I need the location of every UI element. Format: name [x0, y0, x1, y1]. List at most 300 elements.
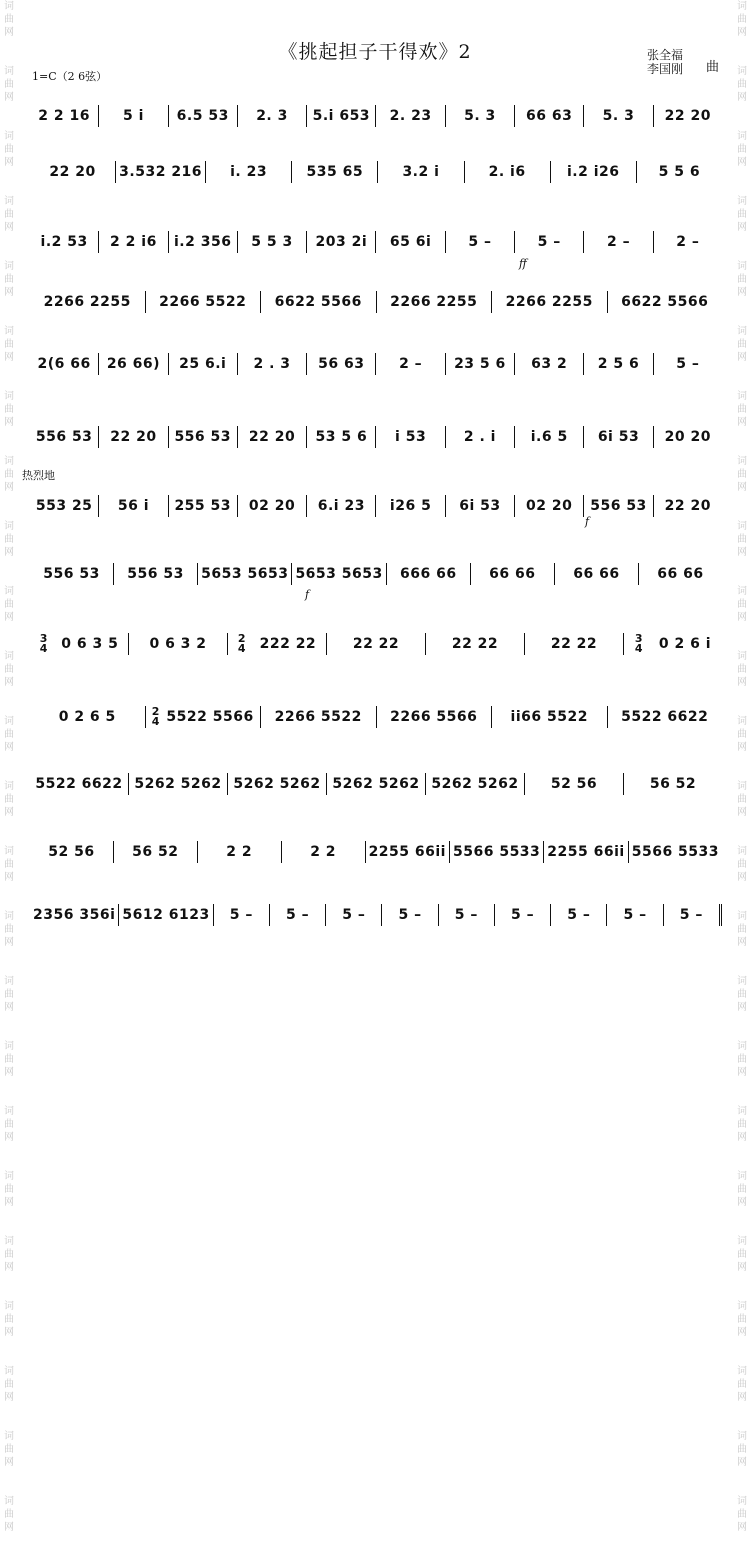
watermark-char: 曲	[4, 79, 14, 90]
watermark-char: 网	[4, 612, 14, 623]
watermark-gap	[2, 884, 16, 910]
measure: 63 2	[515, 353, 584, 375]
measure: 66 66	[657, 566, 704, 582]
articulation-row	[30, 616, 722, 628]
watermark-char: 词	[4, 911, 14, 922]
watermark-char: 曲	[737, 534, 747, 545]
measure: 0 2 6 5	[30, 706, 146, 728]
watermark-gap	[2, 234, 16, 260]
watermark-gap	[735, 364, 749, 390]
composer-2: 李国刚	[647, 62, 684, 76]
watermark-char: 曲	[4, 859, 14, 870]
watermark-char: 曲	[737, 1054, 747, 1065]
watermark-char: 词	[4, 391, 14, 402]
watermark-char: 网	[4, 937, 14, 948]
watermark-char: 网	[737, 1392, 747, 1403]
measure: 6.i 23	[307, 495, 376, 517]
watermark-char: 曲	[737, 664, 747, 675]
watermark-char: 网	[737, 157, 747, 168]
measure: 5 –	[214, 904, 270, 926]
measure: 556 53	[169, 426, 238, 448]
watermark-char: 曲	[4, 729, 14, 740]
watermark-char: 曲	[737, 339, 747, 350]
watermark-char: 网	[4, 352, 14, 363]
measure: 5566 5533	[450, 841, 544, 863]
watermark-char: 词	[737, 1106, 747, 1117]
articulation-row	[30, 887, 722, 899]
articulation-row	[30, 88, 722, 100]
score-line	[30, 772, 722, 796]
measure: 5 5 6	[658, 164, 701, 180]
measure: 2 . 3	[238, 353, 307, 375]
watermark-char: 曲	[4, 924, 14, 935]
measure: 556 53	[30, 426, 99, 448]
measure: 6i 53	[584, 426, 653, 448]
measure: 2 2 16	[30, 105, 99, 127]
watermark-char: 词	[737, 1431, 747, 1442]
measure: 56 52	[649, 776, 697, 792]
measure: 5566 5533	[631, 844, 720, 860]
watermark-char: 网	[737, 1132, 747, 1143]
measure: 5522 6622	[30, 773, 129, 795]
time-signature: 2 4	[151, 705, 160, 728]
watermark-char: 曲	[737, 729, 747, 740]
watermark-char: 词	[737, 391, 747, 402]
measure: i.2 356	[169, 231, 238, 253]
measure: i 53	[376, 426, 445, 448]
measure: 2 2	[282, 841, 366, 863]
watermark-char: 词	[4, 781, 14, 792]
watermark-char: 网	[737, 742, 747, 753]
watermark-char: 网	[737, 1327, 747, 1338]
watermark-char: 曲	[737, 14, 747, 25]
measure: 2 –	[676, 234, 700, 250]
measure: 2 –	[376, 353, 445, 375]
watermark-char: 网	[737, 547, 747, 558]
watermark-gap	[2, 949, 16, 975]
watermark-char: 词	[737, 326, 747, 337]
measure: 3.2 i	[378, 161, 464, 183]
watermark-char: 曲	[737, 144, 747, 155]
watermark-char: 曲	[737, 859, 747, 870]
measure: 23 5 6	[446, 353, 515, 375]
watermark-char: 曲	[4, 404, 14, 415]
watermark-char: 网	[4, 482, 14, 493]
watermark-char: 曲	[4, 1184, 14, 1195]
watermark-gap	[735, 624, 749, 650]
watermark-gap	[2, 1469, 16, 1495]
watermark-char: 曲	[737, 794, 747, 805]
watermark-char: 词	[4, 716, 14, 727]
measure: 2 . i	[446, 426, 515, 448]
watermark-char: 网	[4, 222, 14, 233]
watermark-gap	[735, 819, 749, 845]
watermark-char: 词	[737, 846, 747, 857]
watermark-char: 网	[4, 92, 14, 103]
measure: 5.i 653	[307, 105, 376, 127]
measure: 66 66	[471, 563, 555, 585]
measure: 2266 5522	[261, 706, 377, 728]
watermark-char: 曲	[737, 1444, 747, 1455]
time-signature: 2 4	[237, 632, 246, 655]
measure: 2 –	[584, 231, 653, 253]
watermark-char: 词	[4, 131, 14, 142]
watermark-char: 曲	[4, 1314, 14, 1325]
watermark-char: 曲	[4, 1444, 14, 1455]
watermark-gap	[735, 234, 749, 260]
watermark-char: 词	[737, 456, 747, 467]
articulation-row	[30, 478, 722, 490]
watermark-char: 曲	[4, 794, 14, 805]
watermark-char: 词	[737, 1366, 747, 1377]
watermark-char: 网	[737, 937, 747, 948]
watermark-gap	[735, 494, 749, 520]
watermark-char: 词	[737, 1496, 747, 1507]
watermark-char: 词	[737, 1171, 747, 1182]
watermark-char: 词	[4, 1106, 14, 1117]
watermark-gap	[735, 949, 749, 975]
watermark-char: 网	[737, 482, 747, 493]
watermark-char: 曲	[737, 1314, 747, 1325]
watermark-char: 词	[737, 261, 747, 272]
watermark-gap	[2, 819, 16, 845]
measure: 5262 5262	[426, 773, 525, 795]
watermark-char: 网	[4, 1262, 14, 1273]
watermark-gap	[735, 429, 749, 455]
measure: 2 2	[198, 841, 282, 863]
watermark-gap	[735, 104, 749, 130]
watermark-gap	[2, 689, 16, 715]
watermark-char: 网	[4, 1327, 14, 1338]
measure: 22 20	[664, 498, 711, 514]
measure: 6622 5566	[621, 294, 709, 310]
watermark-char: 词	[737, 521, 747, 532]
measure: 20 20	[664, 429, 711, 445]
measure: 5 5 3	[238, 231, 307, 253]
watermark-char: 网	[737, 222, 747, 233]
measure: 53 5 6	[307, 426, 376, 448]
watermark-char: 词	[4, 1236, 14, 1247]
watermark-char: 网	[4, 417, 14, 428]
watermark-char: 网	[737, 1067, 747, 1078]
measure: i. 23	[206, 161, 292, 183]
watermark-char: 词	[737, 911, 747, 922]
watermark-char: 网	[4, 872, 14, 883]
measure: i.2 i26	[551, 161, 637, 183]
watermark-char: 网	[737, 872, 747, 883]
watermark-char: 曲	[737, 1379, 747, 1390]
measure: 3 4 0 6 3 5	[30, 633, 129, 655]
watermark-gap	[2, 1144, 16, 1170]
watermark-gap	[2, 1209, 16, 1235]
watermark-char: 词	[737, 1301, 747, 1312]
measure: 6.5 53	[169, 105, 238, 127]
watermark-char: 网	[4, 677, 14, 688]
measure: 5262 5262	[228, 773, 327, 795]
watermark-char: 曲	[4, 209, 14, 220]
watermark-char: 词	[4, 1366, 14, 1377]
watermark-gap	[735, 1339, 749, 1365]
watermark-char: 网	[737, 807, 747, 818]
measure: 52 56	[525, 773, 624, 795]
watermark-char: 网	[737, 1522, 747, 1533]
measure: 556 53	[30, 563, 114, 585]
score-line	[30, 160, 722, 184]
measure: 5. 3	[584, 105, 653, 127]
watermark-char: 曲	[4, 534, 14, 545]
watermark-gap	[735, 1274, 749, 1300]
watermark-right	[735, 0, 749, 1560]
measure: 2 4 222 22	[228, 633, 327, 655]
measure: 0 6 3 2	[129, 633, 228, 655]
watermark-char: 词	[737, 131, 747, 142]
measure: 25 6.i	[169, 353, 238, 375]
watermark-gap	[735, 1469, 749, 1495]
articulation-row	[30, 409, 722, 421]
watermark-char: 曲	[4, 1119, 14, 1130]
watermark-char: 曲	[4, 989, 14, 1000]
watermark-char: 网	[737, 1262, 747, 1273]
dynamic-f-2: f	[305, 588, 310, 601]
measure: 5 –	[439, 904, 495, 926]
watermark-char: 词	[737, 586, 747, 597]
watermark-char: 曲	[737, 924, 747, 935]
measure: 203 2i	[307, 231, 376, 253]
watermark-char: 网	[4, 1002, 14, 1013]
watermark-char: 词	[4, 1301, 14, 1312]
watermark-gap	[735, 754, 749, 780]
watermark-char: 网	[4, 547, 14, 558]
measure: 556 53	[114, 563, 198, 585]
articulation-row	[30, 546, 722, 558]
score-line	[30, 352, 722, 376]
watermark-char: 词	[737, 1041, 747, 1052]
watermark-char: 网	[4, 287, 14, 298]
measure: 56 63	[307, 353, 376, 375]
watermark-char: 词	[737, 976, 747, 987]
measure: 5 –	[676, 356, 700, 372]
watermark-char: 词	[4, 456, 14, 467]
watermark-char: 词	[4, 261, 14, 272]
measure: 666 66	[387, 563, 471, 585]
watermark-char: 网	[737, 287, 747, 298]
measure: i.6 5	[515, 426, 584, 448]
watermark-char: 网	[4, 1457, 14, 1468]
watermark-gap	[2, 364, 16, 390]
score-line	[30, 705, 722, 729]
watermark-char: 词	[4, 66, 14, 77]
measure: 66 66	[555, 563, 639, 585]
watermark-char: 网	[737, 1002, 747, 1013]
measure: 2(6 66	[30, 353, 99, 375]
measure: 65 6i	[376, 231, 445, 253]
articulation-row	[30, 214, 722, 226]
watermark-gap	[2, 1274, 16, 1300]
measure: 22 20	[30, 161, 116, 183]
watermark-gap	[2, 624, 16, 650]
watermark-gap	[2, 754, 16, 780]
watermark-char: 网	[4, 807, 14, 818]
measure: 22 20	[664, 108, 711, 124]
measure: 6i 53	[446, 495, 515, 517]
watermark-char: 词	[4, 651, 14, 662]
watermark-char: 词	[4, 846, 14, 857]
articulation-row	[30, 689, 722, 701]
measure: 5262 5262	[327, 773, 426, 795]
measure: 3.532 216	[116, 161, 206, 183]
articulation-row	[30, 274, 722, 286]
watermark-char: 词	[737, 716, 747, 727]
measure: 5 –	[607, 904, 663, 926]
measure: 5653 5653	[198, 563, 292, 585]
composer-suffix: 曲	[706, 60, 720, 75]
score-line	[30, 632, 722, 656]
watermark-gap	[735, 1014, 749, 1040]
measure: 2266 5522	[146, 291, 262, 313]
watermark-char: 网	[737, 1197, 747, 1208]
measure: 2 2 i6	[99, 231, 168, 253]
articulation-row	[30, 144, 722, 156]
articulation-row	[30, 336, 722, 348]
score-line	[30, 104, 722, 128]
watermark-gap	[2, 169, 16, 195]
watermark-char: 曲	[737, 1184, 747, 1195]
watermark-gap	[2, 1404, 16, 1430]
watermark-char: 词	[737, 66, 747, 77]
watermark-char: 曲	[4, 1509, 14, 1520]
score-line	[30, 494, 722, 518]
score-line	[30, 230, 722, 254]
measure: 02 20	[238, 495, 307, 517]
watermark-gap	[735, 1534, 749, 1560]
measure: 2. 23	[376, 105, 445, 127]
watermark-gap	[735, 1079, 749, 1105]
watermark-char: 词	[737, 1236, 747, 1247]
measure: 5 –	[515, 231, 584, 253]
watermark-char: 网	[4, 1392, 14, 1403]
tempo-marking: 热烈地	[22, 469, 55, 482]
watermark-char: 曲	[737, 989, 747, 1000]
watermark-char: 曲	[737, 404, 747, 415]
watermark-gap	[735, 1209, 749, 1235]
score-title: 《挑起担子干得欢》2	[278, 41, 472, 63]
dynamic-f: f	[585, 515, 590, 528]
watermark-char: 曲	[4, 1054, 14, 1065]
time-signature: 3 4	[634, 632, 644, 655]
measure: 553 25	[30, 495, 99, 517]
watermark-char: 网	[4, 1067, 14, 1078]
measure: 22 22	[525, 633, 624, 655]
watermark-char: 词	[4, 521, 14, 532]
measure: 2356 356i	[30, 904, 119, 926]
articulation-row	[30, 824, 722, 836]
dynamic-ff: ff	[519, 257, 527, 270]
watermark-char: 词	[4, 976, 14, 987]
measure: 52 56	[30, 841, 114, 863]
measure: 02 20	[515, 495, 584, 517]
watermark-char: 词	[737, 196, 747, 207]
watermark-char: 网	[737, 1457, 747, 1468]
watermark-char: 曲	[4, 1379, 14, 1390]
watermark-char: 曲	[4, 664, 14, 675]
measure: 5. 3	[446, 105, 515, 127]
watermark-gap	[2, 1339, 16, 1365]
watermark-char: 曲	[4, 274, 14, 285]
score-line	[30, 903, 722, 927]
measure: 56 52	[114, 841, 198, 863]
watermark-char: 网	[737, 92, 747, 103]
watermark-gap	[2, 559, 16, 585]
measure: 556 53	[584, 495, 653, 517]
watermark-char: 曲	[737, 1119, 747, 1130]
watermark-gap	[735, 169, 749, 195]
watermark-gap	[2, 299, 16, 325]
watermark-char: 网	[4, 1132, 14, 1143]
watermark-char: 网	[737, 417, 747, 428]
measure: i26 5	[376, 495, 445, 517]
composer-names	[647, 48, 683, 76]
measure: 6622 5566	[261, 291, 377, 313]
measure: 2 5 6	[584, 353, 653, 375]
measure: 22 22	[327, 633, 426, 655]
watermark-char: 网	[4, 157, 14, 168]
watermark-char: 网	[737, 27, 747, 38]
score-line	[30, 840, 722, 864]
watermark-char: 曲	[737, 79, 747, 90]
measure: 5262 5262	[129, 773, 228, 795]
watermark-char: 词	[4, 1041, 14, 1052]
watermark-gap	[735, 884, 749, 910]
measure: 5 –	[382, 904, 438, 926]
measure: i.2 53	[30, 231, 99, 253]
measure: 2 4 5522 5566	[146, 706, 262, 728]
measure: 22 20	[99, 426, 168, 448]
watermark-gap	[2, 1079, 16, 1105]
watermark-gap	[735, 1144, 749, 1170]
watermark-char: 词	[4, 1496, 14, 1507]
score-line	[30, 290, 722, 314]
watermark-char: 曲	[737, 599, 747, 610]
measure: 5 –	[495, 904, 551, 926]
watermark-char: 词	[737, 1, 747, 12]
watermark-char: 词	[4, 196, 14, 207]
measure: 2. 3	[238, 105, 307, 127]
watermark-gap	[2, 1534, 16, 1560]
watermark-char: 曲	[737, 1249, 747, 1260]
watermark-char: 曲	[4, 1249, 14, 1260]
watermark-char: 曲	[4, 14, 14, 25]
measure: 5 –	[270, 904, 326, 926]
measure: 2255 66ii	[544, 841, 628, 863]
watermark-char: 网	[4, 1522, 14, 1533]
watermark-char: 曲	[737, 469, 747, 480]
measure: 66 63	[515, 105, 584, 127]
score-line	[30, 425, 722, 449]
measure: 5 –	[446, 231, 515, 253]
measure: 2266 2255	[377, 291, 493, 313]
watermark-gap	[735, 1404, 749, 1430]
measure: 255 53	[169, 495, 238, 517]
watermark-char: 词	[737, 651, 747, 662]
watermark-char: 网	[737, 612, 747, 623]
watermark-char: 网	[737, 677, 747, 688]
watermark-gap	[735, 689, 749, 715]
measure: ii66 5522	[492, 706, 608, 728]
measure: 5 –	[664, 904, 722, 926]
measure: 3 4 0 2 6 i	[634, 632, 712, 655]
watermark-char: 网	[4, 742, 14, 753]
watermark-char: 曲	[4, 339, 14, 350]
